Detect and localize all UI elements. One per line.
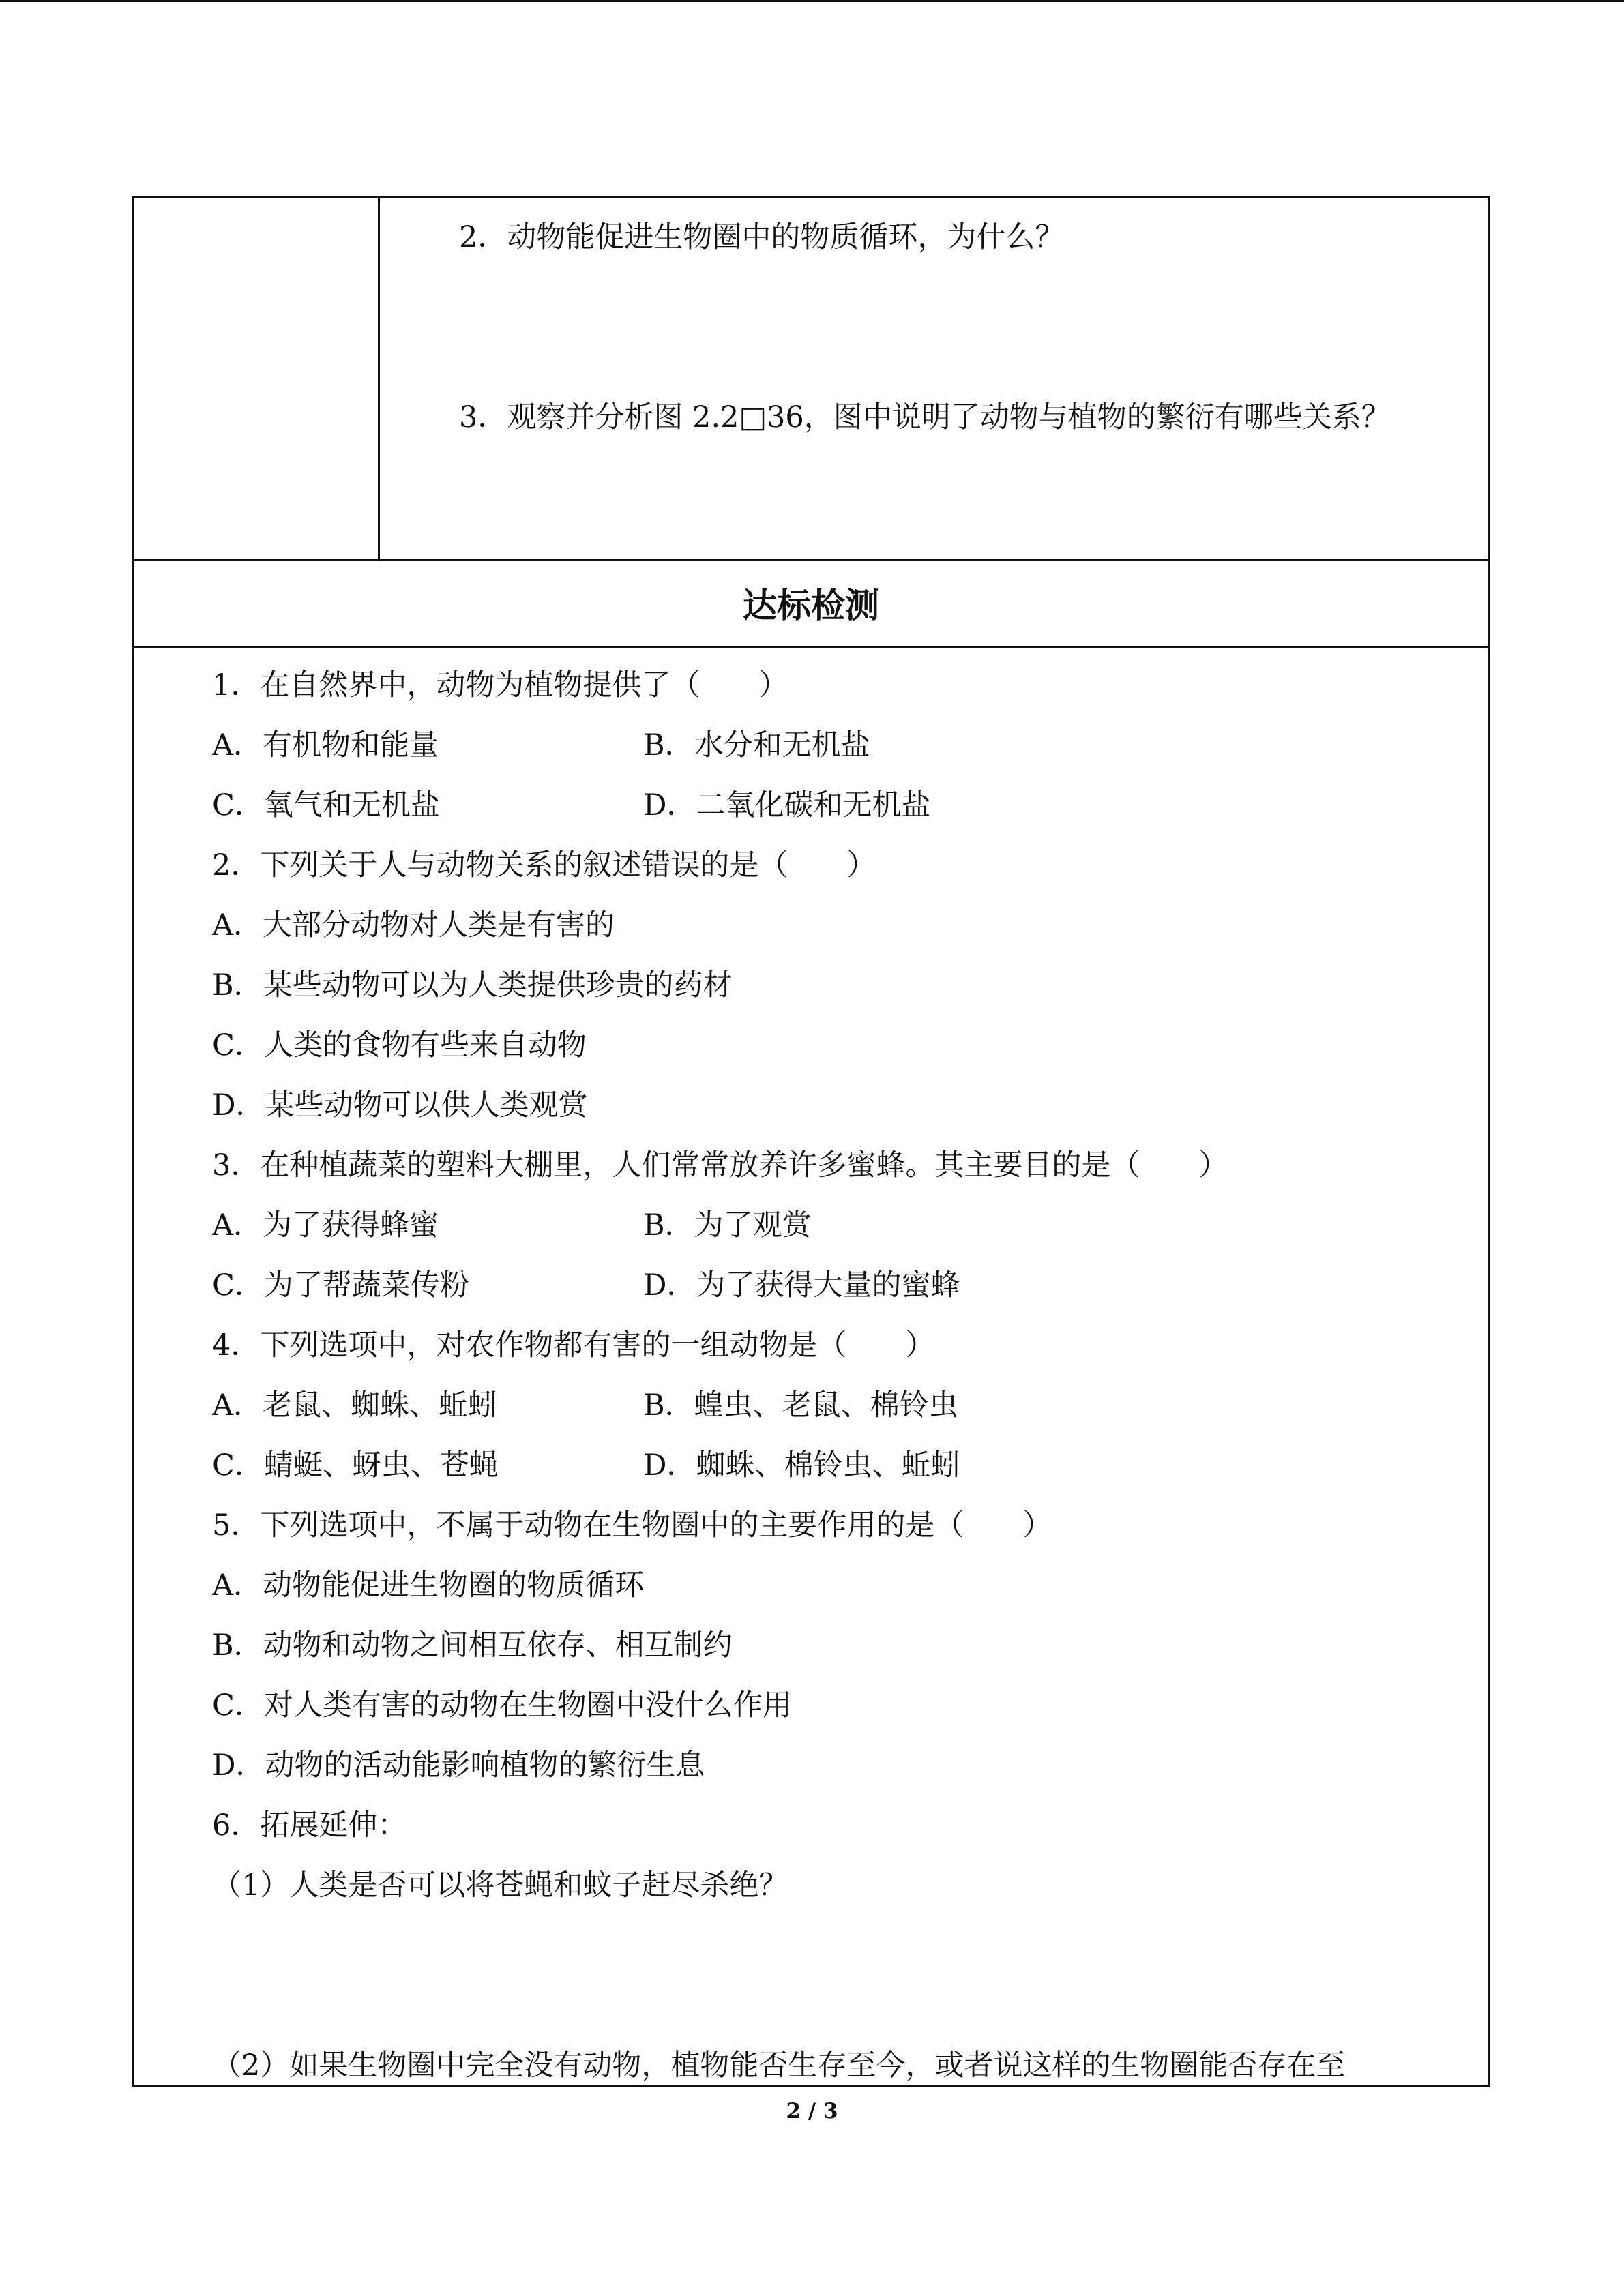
question-1-option-a: A．有机物和能量 bbox=[212, 728, 439, 762]
section-title: 达标检测 bbox=[743, 586, 879, 625]
question-5-stem: 5．下列选项中，不属于动物在生物圈中的主要作用的是（ ） bbox=[212, 1508, 1052, 1542]
question-3-stem: 3．在种植蔬菜的塑料大棚里，人们常常放养许多蜜蜂。其主要目的是（ ） bbox=[212, 1148, 1228, 1182]
question-1-option-b: B．水分和无机盐 bbox=[643, 728, 870, 762]
question-1-stem: 1．在自然界中，动物为植物提供了（ ） bbox=[212, 668, 788, 702]
question-4-option-a: A．老鼠、蜘蛛、蚯蚓 bbox=[212, 1388, 498, 1422]
question-6-sub-1: （1）人类是否可以将苍蝇和蚊子赶尽杀绝？ bbox=[212, 1868, 788, 1903]
question-2-option-b: B．某些动物可以为人类提供珍贵的药材 bbox=[212, 968, 733, 1002]
question-2-option-c: C．人类的食物有些来自动物 bbox=[212, 1028, 587, 1062]
question-5-option-a: A．动物能促进生物圈的物质循环 bbox=[212, 1568, 645, 1602]
question-2-stem: 2．下列关于人与动物关系的叙述错误的是（ ） bbox=[212, 848, 876, 882]
question-2-option-d: D．某些动物可以供人类观赏 bbox=[212, 1088, 588, 1122]
question-3-option-d: D．为了获得大量的蜜蜂 bbox=[643, 1268, 960, 1302]
question-4-stem: 4．下列选项中，对农作物都有害的一组动物是（ ） bbox=[212, 1328, 935, 1362]
upper-question-2: 2．动物能促进生物圈中的物质循环，为什么？ bbox=[459, 220, 1065, 254]
question-2-option-a: A．大部分动物对人类是有害的 bbox=[212, 908, 615, 942]
table-column-divider bbox=[378, 196, 380, 559]
question-1-option-d: D．二氧化碳和无机盐 bbox=[643, 788, 931, 822]
worksheet-table bbox=[132, 196, 1490, 2087]
upper-question-3: 3．观察并分析图 2.2□36，图中说明了动物与植物的繁衍有哪些关系？ bbox=[459, 400, 1391, 434]
question-6-sub-2: （2）如果生物圈中完全没有动物，植物能否生存至今，或者说这样的生物圈能否存在至 bbox=[212, 2048, 1346, 2083]
question-5-option-b: B．动物和动物之间相互依存、相互制约 bbox=[212, 1628, 733, 1663]
table-row-divider bbox=[132, 646, 1490, 648]
question-4-option-d: D．蜘蛛、棉铃虫、蚯蚓 bbox=[643, 1448, 960, 1482]
page-top-border bbox=[0, 0, 1624, 2]
question-3-option-b: B．为了观赏 bbox=[643, 1208, 812, 1242]
question-6-stem: 6．拓展延伸： bbox=[212, 1808, 407, 1843]
page-number: 2 / 3 bbox=[786, 2099, 838, 2123]
question-3-option-c: C．为了帮蔬菜传粉 bbox=[212, 1268, 469, 1302]
question-4-option-c: C．蜻蜓、蚜虫、苍蝇 bbox=[212, 1448, 499, 1482]
question-4-option-b: B．蝗虫、老鼠、棉铃虫 bbox=[643, 1388, 958, 1422]
question-1-option-c: C．氧气和无机盐 bbox=[212, 788, 440, 822]
question-3-option-a: A．为了获得蜂蜜 bbox=[212, 1208, 439, 1242]
question-5-option-d: D．动物的活动能影响植物的繁衍生息 bbox=[212, 1748, 705, 1783]
question-5-option-c: C．对人类有害的动物在生物圈中没什么作用 bbox=[212, 1688, 792, 1723]
